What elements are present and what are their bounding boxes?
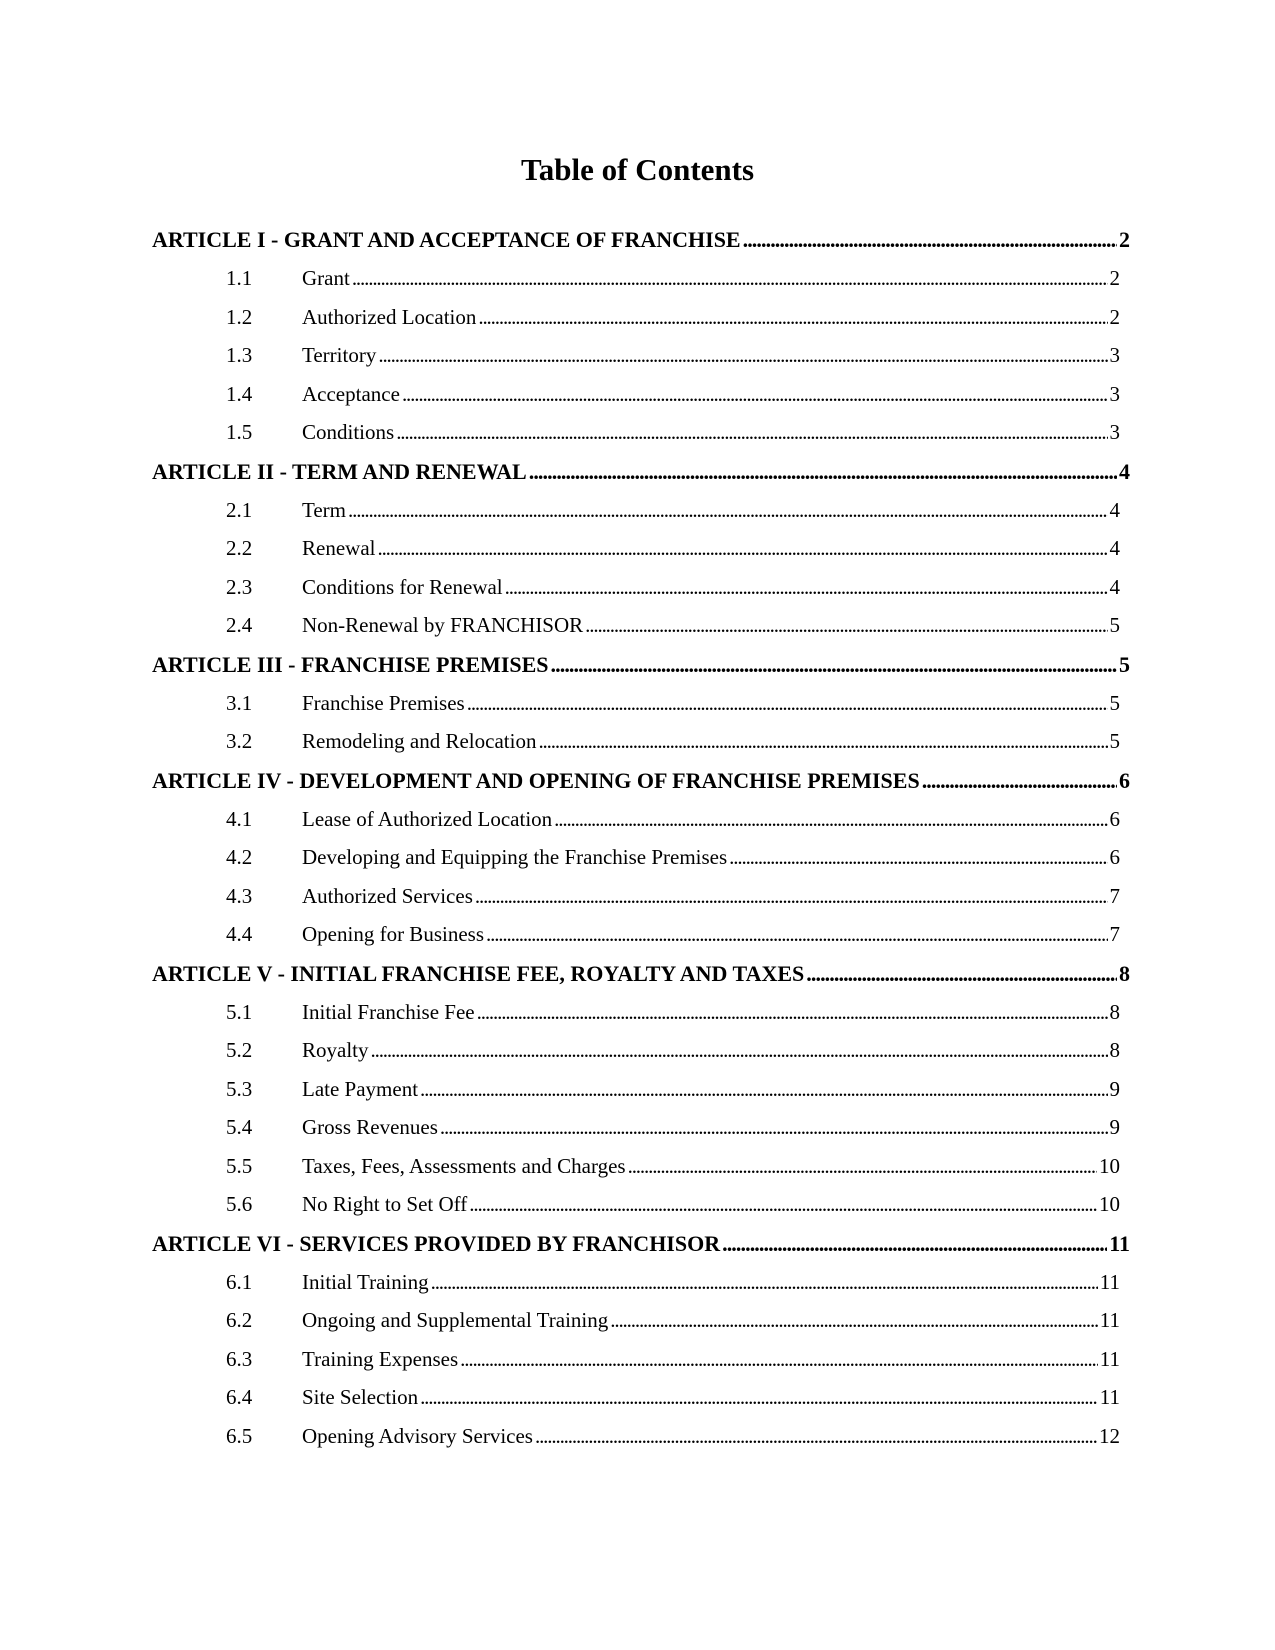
toc-section-number: 4.3 bbox=[226, 883, 253, 908]
toc-section-number: 1.3 bbox=[226, 343, 253, 367]
toc-entry-title: Conditions bbox=[302, 420, 395, 444]
dot-leader bbox=[478, 298, 1107, 337]
dot-leader bbox=[469, 1185, 1097, 1224]
toc-page-number: 8 bbox=[1119, 960, 1130, 986]
toc-section-entry[interactable] bbox=[152, 529, 1130, 568]
toc-page-number: 4 bbox=[1109, 536, 1120, 560]
toc-section-number: 4.1 bbox=[226, 806, 253, 831]
dot-leader bbox=[551, 645, 1117, 684]
toc-section-number: 4.4 bbox=[226, 922, 253, 946]
toc-entry-title: ARTICLE V - INITIAL FRANCHISE FEE, ROYALTY AND TAXES bbox=[152, 960, 805, 986]
toc-entry-title: Gross Revenues bbox=[302, 1115, 438, 1139]
toc-entry-title: ARTICLE II - TERM AND RENEWAL bbox=[152, 458, 527, 484]
toc-section-entry[interactable] bbox=[152, 491, 1130, 530]
toc-page-number: 11 bbox=[1099, 1385, 1120, 1409]
toc-page-number: 9 bbox=[1109, 1076, 1120, 1101]
toc-entry-title: Initial Franchise Fee bbox=[302, 999, 475, 1024]
dot-leader bbox=[806, 954, 1117, 993]
toc-section-number: 5.3 bbox=[226, 1076, 253, 1101]
toc-page-number: 2 bbox=[1119, 227, 1130, 252]
toc-entry-title: Renewal bbox=[302, 536, 376, 560]
toc-section-number: 1.5 bbox=[226, 420, 253, 444]
toc-entry-title: Authorized Services bbox=[302, 883, 473, 908]
toc-page-number: 7 bbox=[1109, 883, 1120, 908]
toc-entry-title: Taxes, Fees, Assessments and Charges bbox=[302, 1153, 626, 1178]
toc-section-entry[interactable] bbox=[152, 336, 1130, 375]
toc-article-entry[interactable] bbox=[152, 761, 1130, 800]
toc-entry-title: Term bbox=[302, 497, 347, 522]
dot-leader bbox=[529, 452, 1117, 491]
dot-leader bbox=[467, 684, 1108, 723]
toc-page-number: 10 bbox=[1099, 1153, 1120, 1178]
dot-leader bbox=[402, 375, 1108, 414]
toc-entry-title: No Right to Set Off bbox=[302, 1192, 468, 1216]
toc-page-number: 6 bbox=[1109, 806, 1120, 831]
toc-section-number: 5.1 bbox=[226, 999, 253, 1024]
toc-section-number: 5.5 bbox=[226, 1153, 253, 1178]
toc-section-number: 1.4 bbox=[226, 381, 253, 406]
dot-leader bbox=[729, 838, 1107, 877]
dot-leader bbox=[420, 1070, 1107, 1109]
table-of-contents bbox=[152, 220, 1130, 1455]
toc-section-entry[interactable] bbox=[152, 722, 1130, 761]
dot-leader bbox=[431, 1263, 1098, 1302]
toc-section-number: 6.1 bbox=[226, 1269, 253, 1294]
dot-leader bbox=[378, 336, 1107, 375]
dot-leader bbox=[352, 259, 1108, 298]
toc-page-number: 5 bbox=[1109, 690, 1120, 715]
toc-page-number: 5 bbox=[1119, 651, 1130, 677]
dot-leader bbox=[628, 1147, 1097, 1186]
toc-entry-title: ARTICLE III - FRANCHISE PREMISES bbox=[152, 651, 549, 677]
toc-article-entry[interactable] bbox=[152, 645, 1130, 684]
toc-entry-title: Non-Renewal by FRANCHISOR bbox=[302, 613, 584, 637]
toc-entry-title: Opening for Business bbox=[302, 922, 484, 946]
toc-article-entry[interactable] bbox=[152, 220, 1130, 259]
toc-entry-title: ARTICLE I - GRANT AND ACCEPTANCE OF FRANCHISE bbox=[152, 227, 741, 252]
toc-section-entry[interactable] bbox=[152, 606, 1130, 645]
toc-entry-title: ARTICLE VI - SERVICES PROVIDED BY FRANCHISOR bbox=[152, 1230, 721, 1256]
toc-section-number: 6.3 bbox=[226, 1346, 253, 1371]
toc-page-number: 7 bbox=[1109, 922, 1120, 946]
toc-page-number: 12 bbox=[1099, 1423, 1120, 1448]
toc-section-entry[interactable] bbox=[152, 568, 1130, 607]
dot-leader bbox=[743, 220, 1117, 259]
toc-page-number: 2 bbox=[1109, 266, 1120, 290]
toc-page-number: 3 bbox=[1109, 381, 1120, 406]
toc-page-number: 3 bbox=[1109, 420, 1120, 444]
dot-leader bbox=[371, 1031, 1108, 1070]
toc-section-number: 3.2 bbox=[226, 729, 253, 753]
dot-leader bbox=[538, 722, 1107, 761]
toc-section-entry[interactable] bbox=[152, 1340, 1130, 1379]
dot-leader bbox=[420, 1378, 1098, 1417]
dot-leader bbox=[486, 915, 1108, 954]
toc-entry-title: Lease of Authorized Location bbox=[302, 806, 553, 831]
toc-section-number: 2.1 bbox=[226, 497, 253, 522]
toc-page-number: 6 bbox=[1109, 845, 1120, 869]
toc-page-number: 4 bbox=[1119, 458, 1130, 484]
dot-leader bbox=[585, 606, 1107, 645]
toc-section-number: 4.2 bbox=[226, 845, 253, 869]
toc-entry-title: Authorized Location bbox=[302, 304, 477, 329]
toc-section-number: 6.4 bbox=[226, 1385, 253, 1409]
toc-section-entry[interactable] bbox=[152, 413, 1130, 452]
toc-entry-title: Grant bbox=[302, 266, 350, 290]
toc-article-entry[interactable] bbox=[152, 1224, 1130, 1263]
dot-leader bbox=[554, 800, 1107, 839]
toc-page-number: 11 bbox=[1099, 1308, 1120, 1332]
dot-leader bbox=[348, 491, 1107, 530]
toc-section-entry[interactable] bbox=[152, 1378, 1130, 1417]
toc-entry-title: Developing and Equipping the Franchise Premises bbox=[302, 845, 728, 869]
toc-page-number: 11 bbox=[1109, 1230, 1130, 1256]
toc-page-number: 6 bbox=[1119, 767, 1130, 793]
toc-page-number: 4 bbox=[1109, 497, 1120, 522]
page-title: Table of Contents bbox=[520, 152, 755, 187]
toc-page-number: 11 bbox=[1099, 1346, 1120, 1371]
toc-article-entry[interactable] bbox=[152, 452, 1130, 491]
toc-entry-title: Training Expenses bbox=[302, 1346, 459, 1371]
toc-section-number: 5.4 bbox=[226, 1115, 253, 1139]
toc-article-entry[interactable] bbox=[152, 954, 1130, 993]
dot-leader bbox=[377, 529, 1107, 568]
toc-section-number: 2.2 bbox=[226, 536, 253, 560]
toc-entry-title: Territory bbox=[302, 343, 377, 367]
dot-leader bbox=[440, 1108, 1108, 1147]
toc-section-number: 6.5 bbox=[226, 1423, 253, 1448]
toc-section-entry[interactable] bbox=[152, 375, 1130, 414]
toc-section-number: 3.1 bbox=[226, 690, 253, 715]
toc-section-number: 2.4 bbox=[226, 613, 253, 637]
toc-section-entry[interactable] bbox=[152, 298, 1130, 337]
toc-section-entry[interactable] bbox=[152, 915, 1130, 954]
dot-leader bbox=[722, 1224, 1107, 1263]
toc-section-number: 1.2 bbox=[226, 304, 253, 329]
toc-section-number: 2.3 bbox=[226, 574, 253, 599]
toc-entry-title: Site Selection bbox=[302, 1385, 419, 1409]
toc-entry-title: Royalty bbox=[302, 1038, 369, 1062]
toc-section-entry[interactable] bbox=[152, 838, 1130, 877]
toc-page-number: 3 bbox=[1109, 343, 1120, 367]
toc-section-entry[interactable] bbox=[152, 1108, 1130, 1147]
toc-section-entry[interactable] bbox=[152, 1301, 1130, 1340]
toc-section-entry[interactable] bbox=[152, 1070, 1130, 1109]
toc-section-number: 6.2 bbox=[226, 1308, 253, 1332]
toc-page-number: 4 bbox=[1109, 574, 1120, 599]
toc-section-entry[interactable] bbox=[152, 993, 1130, 1032]
toc-entry-title: Acceptance bbox=[302, 381, 400, 406]
toc-section-entry[interactable] bbox=[152, 877, 1130, 916]
toc-page-number: 10 bbox=[1099, 1192, 1120, 1216]
toc-section-number: 5.2 bbox=[226, 1038, 253, 1062]
toc-entry-title: Late Payment bbox=[302, 1076, 419, 1101]
dot-leader bbox=[610, 1301, 1098, 1340]
dot-leader bbox=[460, 1340, 1098, 1379]
toc-page-number: 11 bbox=[1099, 1269, 1120, 1294]
toc-page-number: 2 bbox=[1109, 304, 1120, 329]
toc-section-number: 5.6 bbox=[226, 1192, 253, 1216]
dot-leader bbox=[922, 761, 1117, 800]
toc-entry-title: Ongoing and Supplemental Training bbox=[302, 1308, 609, 1332]
toc-section-entry[interactable] bbox=[152, 1147, 1130, 1186]
toc-entry-title: Initial Training bbox=[302, 1269, 429, 1294]
toc-page-number: 9 bbox=[1109, 1115, 1120, 1139]
dot-leader bbox=[505, 568, 1108, 607]
dot-leader bbox=[477, 993, 1108, 1032]
toc-section-entry[interactable] bbox=[152, 1031, 1130, 1070]
toc-section-entry[interactable] bbox=[152, 1417, 1130, 1456]
toc-entry-title: ARTICLE IV - DEVELOPMENT AND OPENING OF FRANCHISE PREMISES bbox=[152, 767, 920, 793]
toc-entry-title: Franchise Premises bbox=[302, 690, 465, 715]
dot-leader bbox=[535, 1417, 1097, 1456]
toc-page-number: 5 bbox=[1109, 729, 1120, 753]
toc-section-entry[interactable] bbox=[152, 1263, 1130, 1302]
toc-page-number: 5 bbox=[1109, 613, 1120, 637]
dot-leader bbox=[396, 413, 1107, 452]
toc-entry-title: Remodeling and Relocation bbox=[302, 729, 537, 753]
toc-section-entry[interactable] bbox=[152, 259, 1130, 298]
toc-entry-title: Opening Advisory Services bbox=[302, 1423, 533, 1448]
dot-leader bbox=[475, 877, 1108, 916]
toc-section-entry[interactable] bbox=[152, 1185, 1130, 1224]
toc-page-number: 8 bbox=[1109, 1038, 1120, 1062]
toc-section-number: 1.1 bbox=[226, 266, 253, 290]
toc-section-entry[interactable] bbox=[152, 684, 1130, 723]
toc-entry-title: Conditions for Renewal bbox=[302, 574, 503, 599]
toc-page-number: 8 bbox=[1109, 999, 1120, 1024]
toc-section-entry[interactable] bbox=[152, 800, 1130, 839]
